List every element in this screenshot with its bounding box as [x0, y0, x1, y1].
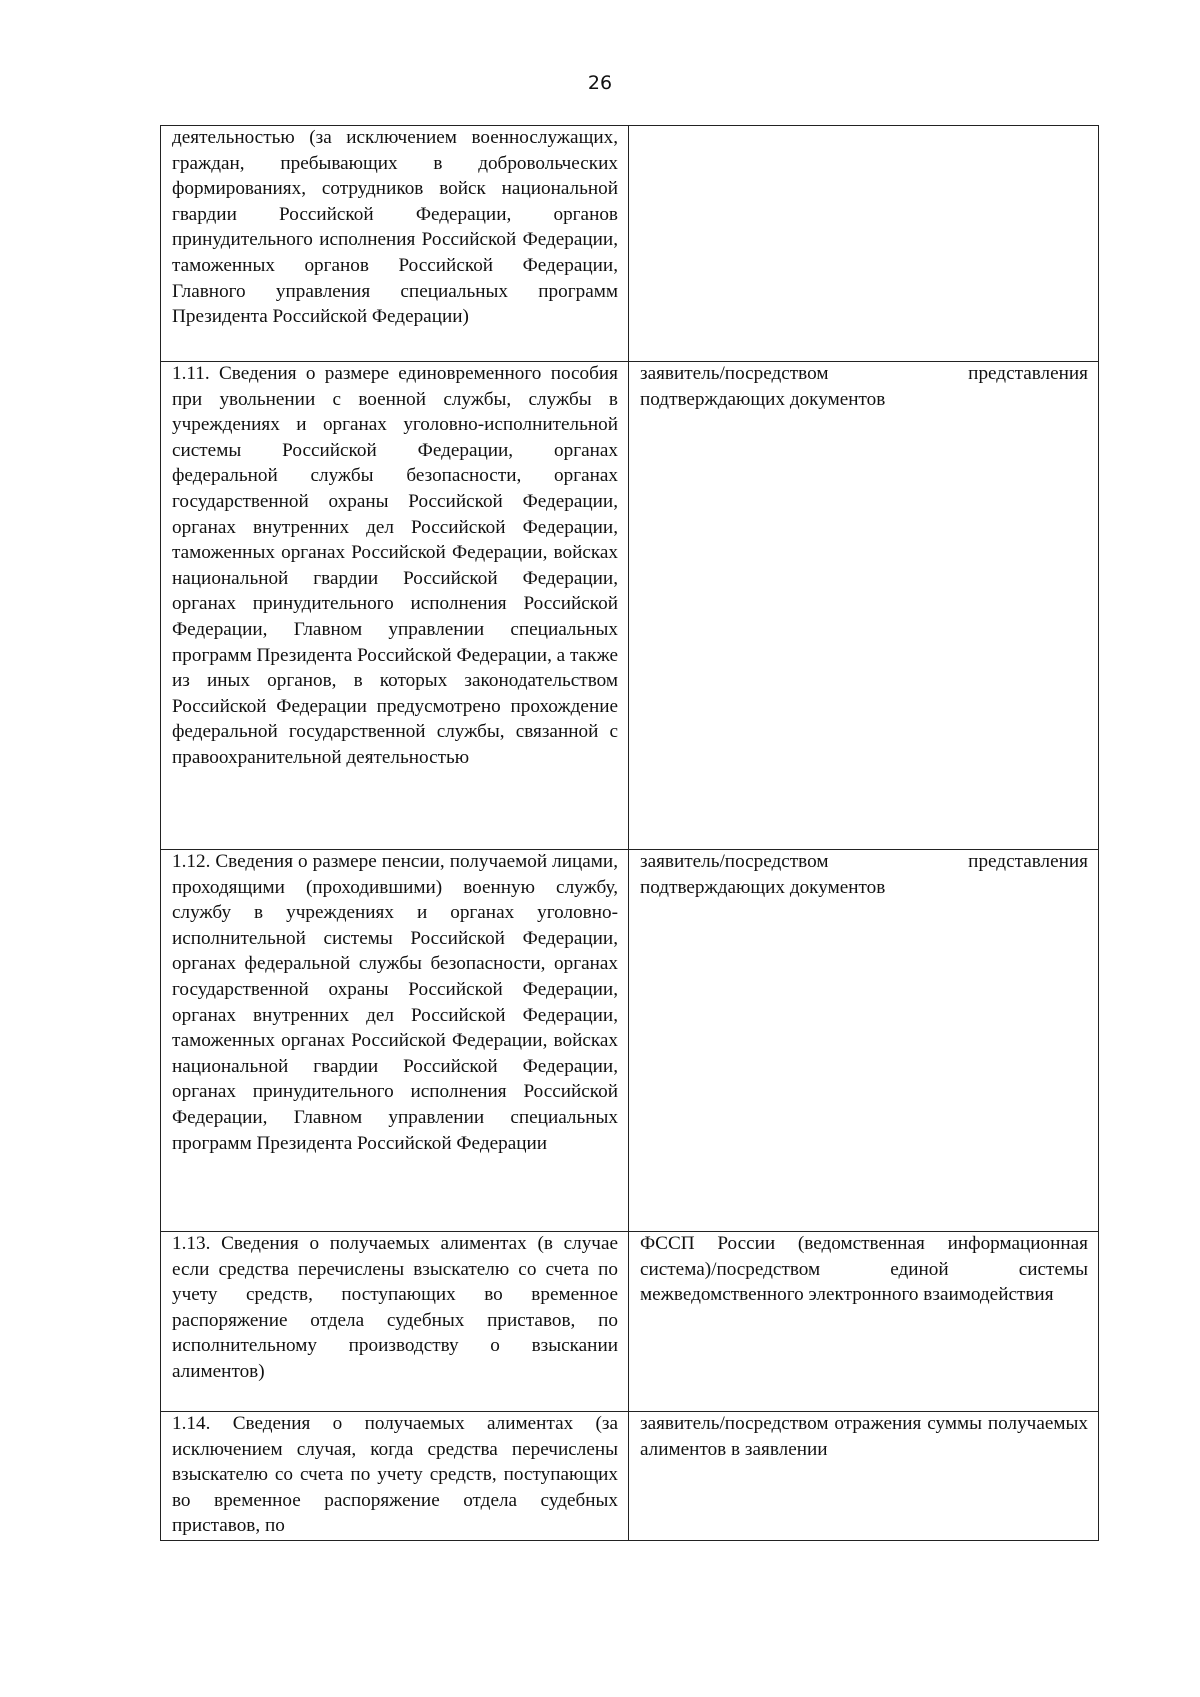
table-cell-description	[161, 850, 629, 1232]
table-row	[161, 362, 1099, 850]
table-row	[161, 850, 1099, 1232]
table-cell-source	[629, 1232, 1099, 1412]
cell-text: 1.14. Сведения о получаемых алиментах (за исключением случая, когда средства перечислены взыскателю со счета по учету средств, поступающих во временное распоряжение отдела судебных приставов, по	[172, 1413, 618, 1537]
table-cell-description	[161, 1412, 629, 1541]
table-cell-source	[629, 850, 1099, 1232]
cell-text: ФССП России (ведомственная информационная система)/посредством единой системы межведомственного электронного взаимодействия	[640, 1233, 1088, 1306]
table-cell-description	[161, 362, 629, 850]
table-cell-source	[629, 362, 1099, 850]
cell-text: заявитель/посредством представления подтверждающих документов	[640, 851, 1088, 898]
cell-text: 1.11. Сведения о размере единовременного пособия при увольнении с военной службы, службы в учреждениях и органах уголовно-исполнительной системы Российской Федерации, органах федеральной службы безопасности, органах государственной охраны Российской Федерации, органах внутренних дел Российской Федерации, таможенных органах Российской Федерации, войсках национальной гвардии Российской Федерации, органах принудительного исполнения Российской Федерации, Главном управлении специальных программ Президента Российской Федерации, а также из иных органов, в которых законодательством Российской Федерации предусмотрено прохождение федеральной государственной службы, связанной с правоохранительной деятельностью	[172, 363, 618, 768]
table-cell-source	[629, 126, 1099, 362]
table-cell-description	[161, 126, 629, 362]
table-cell-description	[161, 1232, 629, 1412]
cell-text: деятельностью (за исключением военнослужащих, граждан, пребывающих в добровольческих формированиях, сотрудников войск национальной гвардии Российской Федерации, органов принудительного исполнения Российской Федерации, таможенных органов Российской Федерации, Главного управления специальных программ Президента Российской Федерации)	[172, 127, 618, 328]
cell-text: заявитель/посредством отражения суммы получаемых алиментов в заявлении	[640, 1413, 1088, 1460]
table-row	[161, 1412, 1099, 1541]
cell-text: заявитель/посредством представления подтверждающих документов	[640, 363, 1088, 410]
cell-text: 1.13. Сведения о получаемых алиментах (в случае если средства перечислены взыскателю со счета по учету средств, поступающих во временное распоряжение отдела судебных приставов, по исполнительному производству о взыскании алиментов)	[172, 1233, 618, 1382]
page-number: 26	[587, 72, 613, 94]
cell-text: 1.12. Сведения о размере пенсии, получаемой лицами, проходящими (проходившими) военную службу, службу в учреждениях и органах уголовно-исполнительной системы Российской Федерации, органах федеральной службы безопасности, органах государственной охраны Российской Федерации, органах внутренних дел Российской Федерации, таможенных органах Российской Федерации, войсках национальной гвардии Российской Федерации, органах принудительного исполнения Российской Федерации, Главном управлении специальных программ Президента Российской Федерации	[172, 851, 618, 1154]
table-cell-source	[629, 1412, 1099, 1541]
table-row	[161, 126, 1099, 362]
table-row	[161, 1232, 1099, 1412]
document-table	[160, 125, 1099, 1541]
